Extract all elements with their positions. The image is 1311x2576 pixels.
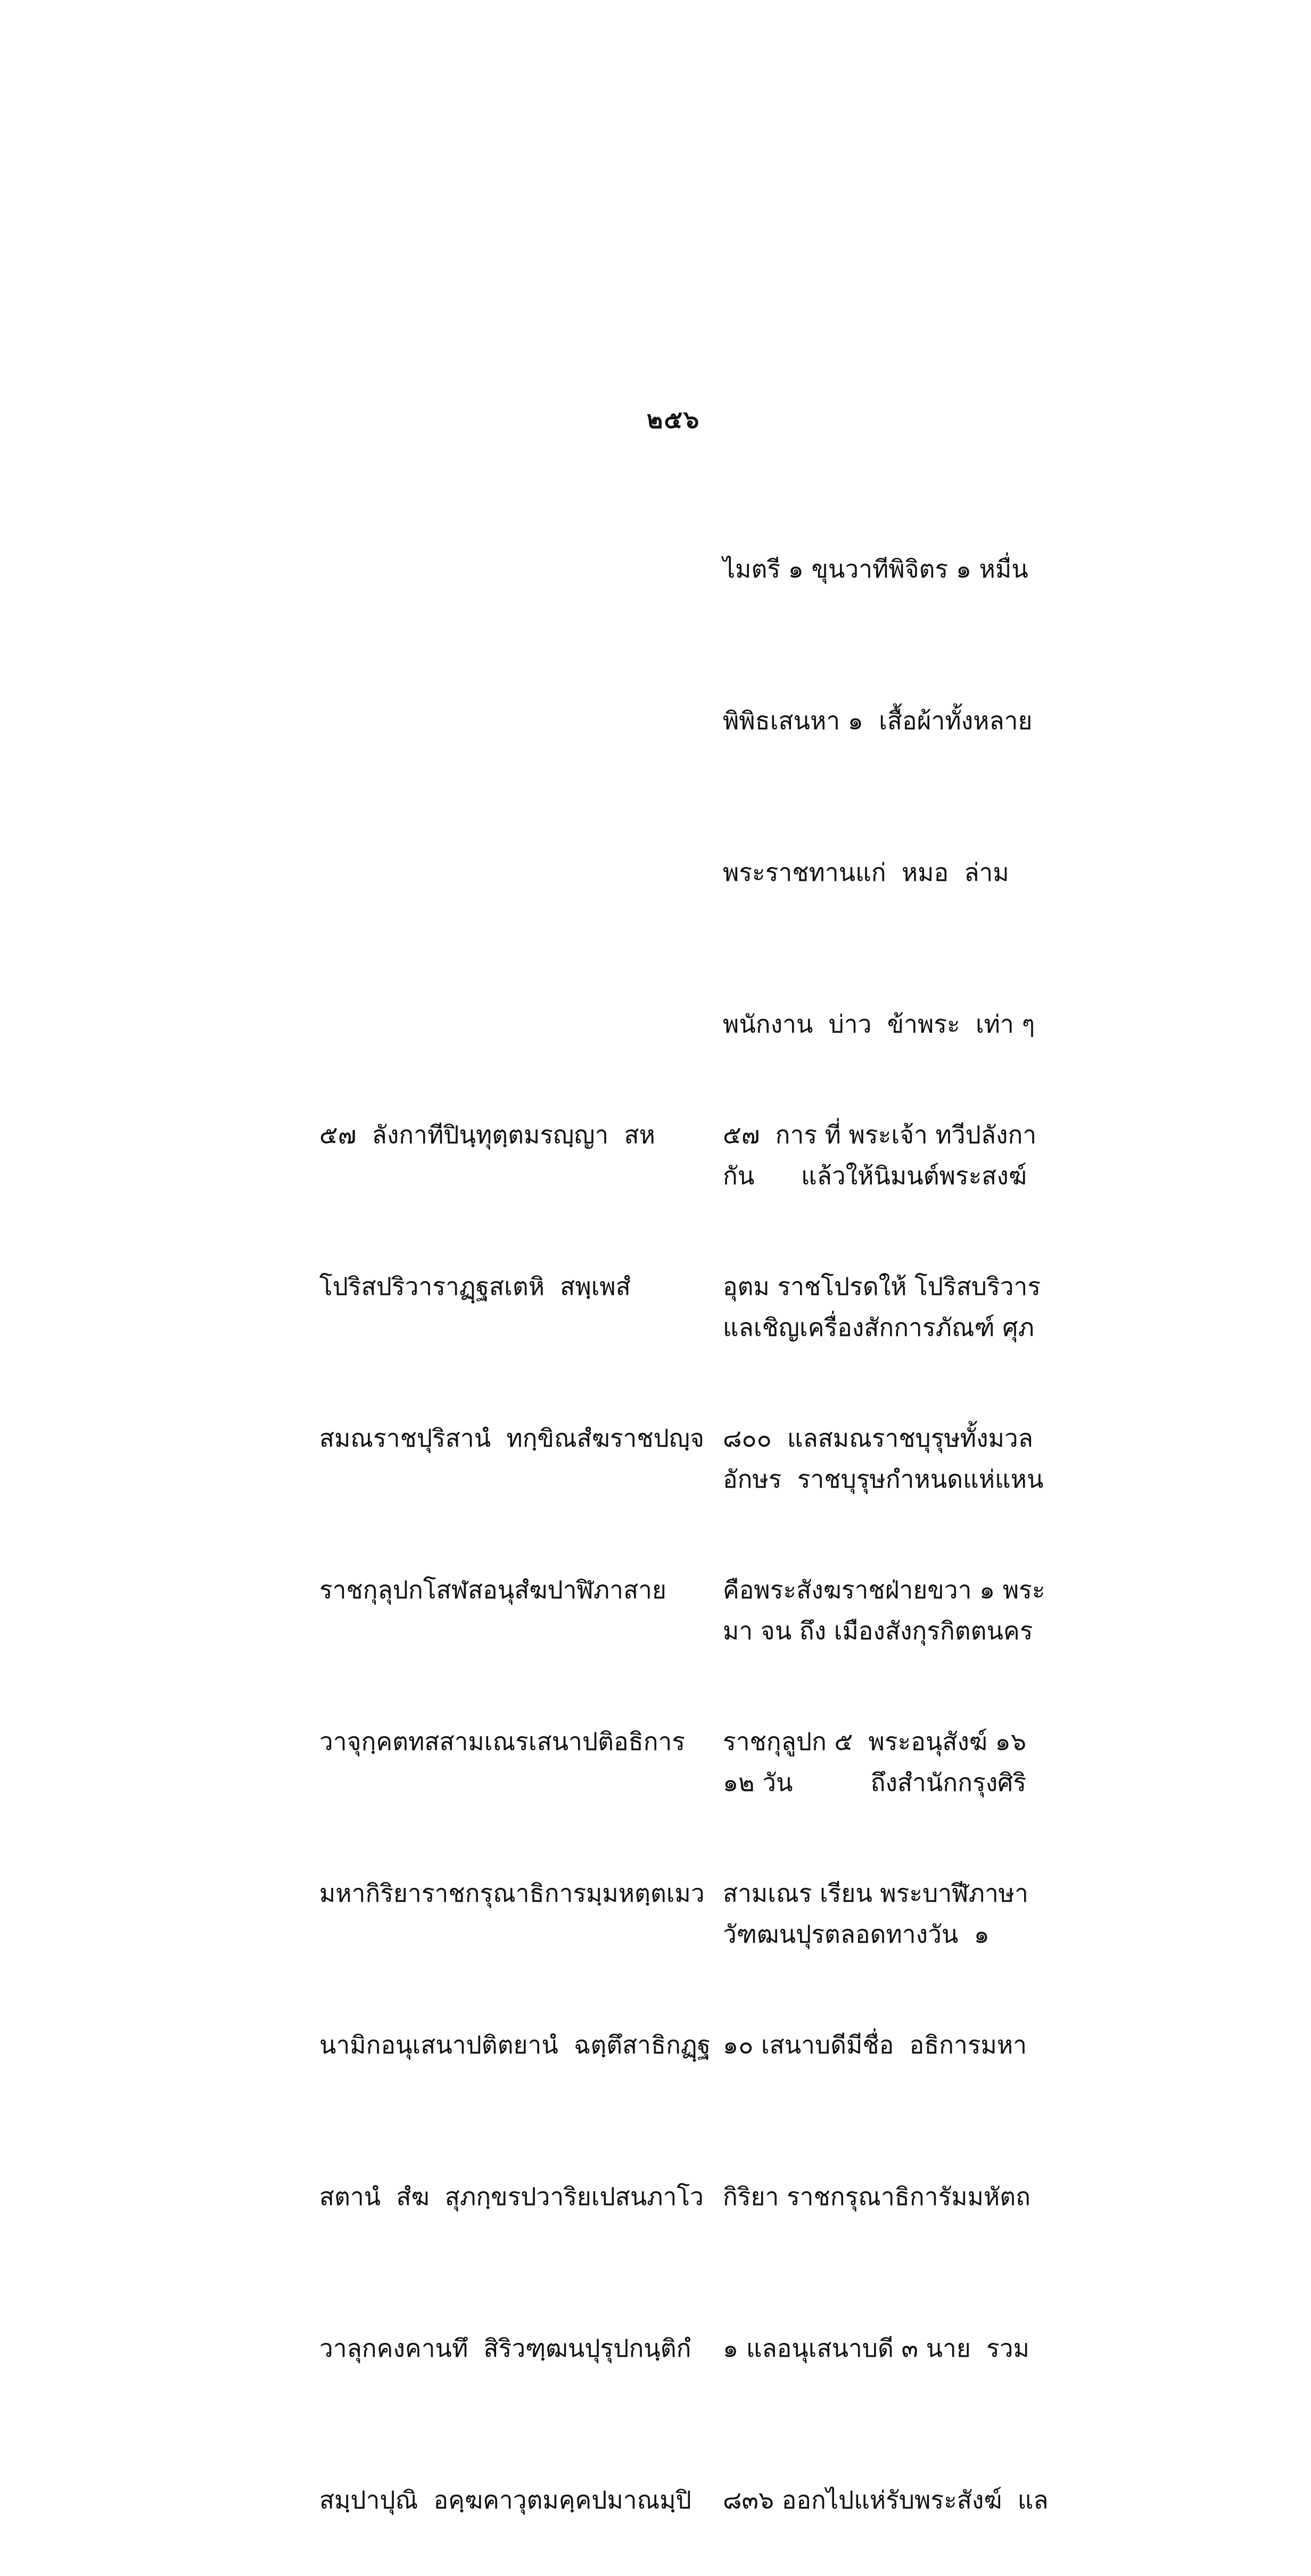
page-number: ๒๕๖ (647, 405, 700, 434)
bottom-right-text-column (723, 1009, 1049, 2576)
text-line: พิพิธเสนหา ๑ เสื้อผ้าทั้งหลาย (723, 706, 1033, 735)
text-line: พนักงาน บ่าว ข้าพระ เท่า ๆ (723, 1010, 1035, 1038)
text-line: คือพระสังฆราชฝ่ายขวา ๑ พระ (723, 1575, 1045, 1604)
text-line: มา จน ถึง เมืองสังกุรกิตตนคร (723, 1616, 1033, 1645)
text-line: แลเชิญเครื่องสักการภัณฑ์ ศุภ (723, 1313, 1034, 1342)
text-line: ๑ แลอนุเสนาบดี ๓ นาย รวม (723, 2334, 1029, 2363)
text-line: อักษร ราชบุรุษกำหนดแห่แหน (723, 1465, 1044, 1493)
text-line: นามิกอนุเสนาปติตยานํ ฉตฺตึสาธิกฏฺฐ (319, 2030, 711, 2059)
text-line: พระราชทานแก่ หมอ ล่าม (723, 858, 1009, 887)
text-line: วาจุกฺคตทสสามเณรเสนาปติอธิการ (319, 1727, 686, 1756)
text-line: ราชกุลูปก ๕ พระอนุสังฆ์ ๑๖ (723, 1727, 1027, 1756)
text-line: สมณราชปุริสานํ ทกฺขิณสํฆราชปญฺจ (319, 1424, 704, 1452)
text-line: ไมตรี ๑ ขุนวาทีพิจิตร ๑ หมื่น (723, 555, 1028, 583)
text-line: อุตม ราชโปรดให้ โปริสบริวาร (723, 1272, 1041, 1301)
text-line: วัฑฒนปุรตลอดทางวัน ๑ (723, 1920, 990, 1948)
text-line: กัน แล้วให้นิมนต์พระสงฆ์ (723, 1161, 1027, 1190)
text-line: ๑๐ เสนาบดีมีชื่อ อธิการมหา (723, 2030, 1027, 2059)
text-line: ๕๗ ลังกาทีปินฺทุตฺตมรญฺญา สห (319, 1120, 655, 1149)
text-line: ๘๐๐ แลสมณราชบุรุษทั้งมวล (723, 1424, 1033, 1452)
text-line: ราชกุลุปกโสฬสอนุสํฆปาฬิภาสาย (319, 1575, 666, 1604)
text-line: ๕๗ การ ที่ พระเจ้า ทวีปลังกา (723, 1120, 1037, 1149)
text-line: สตานํ สํฆ สุภกฺขรปวาริยเปสนภาโว (319, 2182, 704, 2211)
text-line: มหากิริยาราชกรุณาธิการมฺมหตฺตเมว (319, 1879, 705, 1908)
bottom-left-text-column (319, 1009, 711, 2576)
text-line: สามเณร เรียน พระบาฬีภาษา (723, 1879, 1028, 1908)
text-line: กิริยา ราชกรุณาธิการัมมหัตถ (723, 2182, 1030, 2211)
text-line: สมฺปาปุณิ อคฺฆคาวุตมคฺคปมาณมฺปิ (319, 2486, 691, 2514)
text-line: ๑๒ วัน ถึงสำนักกรุงศิริ (723, 1768, 1027, 1797)
text-line: วาลุกคงคานทึ สิริวฑฺฒนปุรุปกนฺติกํ (319, 2334, 691, 2363)
text-line: โปริสปริวาราฏฺฐสเตหิ สพฺเพสํ (319, 1272, 631, 1301)
text-line: ๘๓๖ ออกไปแห่รับพระสังฆ์ แล (723, 2486, 1049, 2514)
